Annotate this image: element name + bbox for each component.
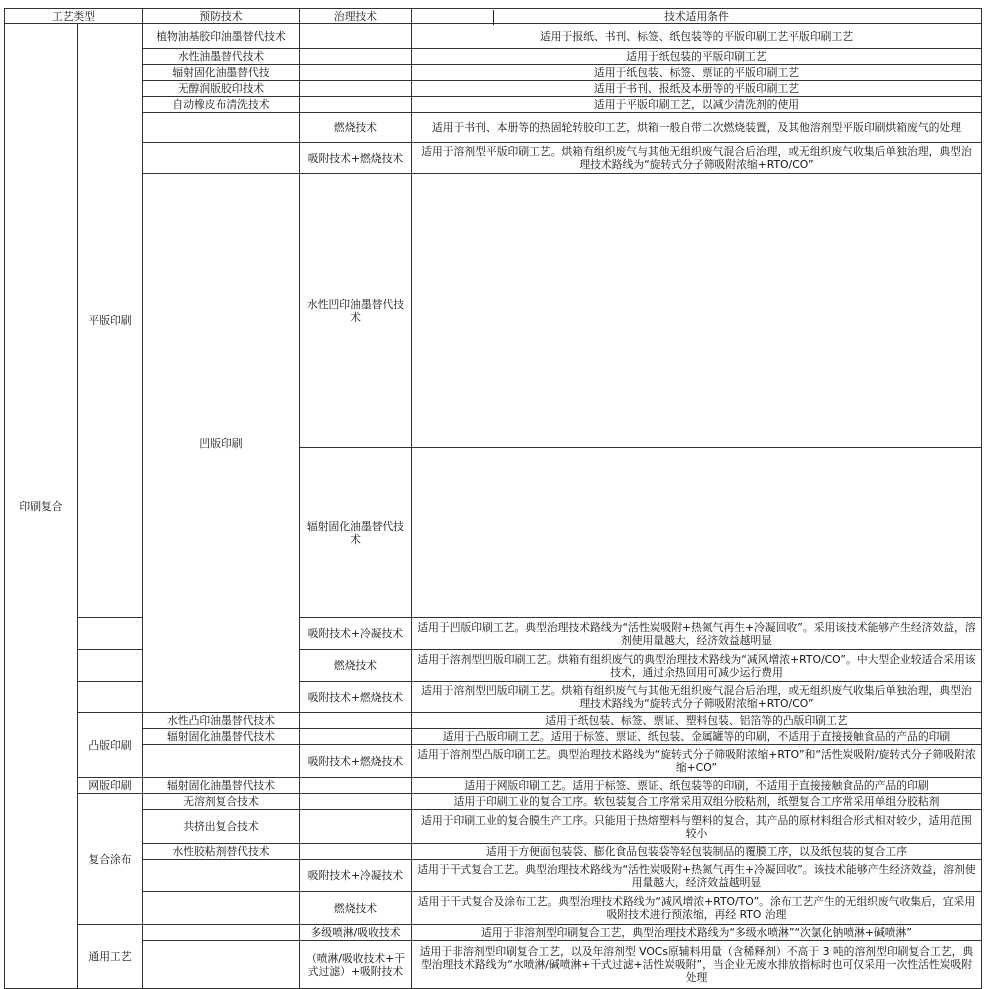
prevention-cell: 水性胶粘剂替代技术 <box>143 844 300 860</box>
prevention-cell <box>78 650 143 682</box>
prevention-cell: 水性油墨替代技术 <box>143 49 300 65</box>
section-name: 通用工艺 <box>78 925 143 989</box>
prevention-cell <box>143 745 300 778</box>
condition-cell: 适用于干式复合工艺。典型治理技术路线为“活性炭吸附+热氮气再生+冷凝回收”。该技术能够产生经济效益，溶剂使用量越大，经济效益越明显 <box>412 860 982 892</box>
treatment-cell: 吸附技术+冷凝技术 <box>300 618 412 650</box>
table-row <box>5 81 982 97</box>
condition-cell: 适用于书刊、本册等的热固轮转胶印工艺，烘箱一般自带二次燃烧装置，及其他溶剂型平版印刷烘箱废气的处理 <box>412 113 982 143</box>
header-treatment: 治理技术 <box>300 9 412 24</box>
section-name: 凹版印刷 <box>143 174 300 713</box>
condition-cell: 适用于非溶剂型印刷复合工艺，以及年溶剂型 VOCs原辅料用量（含稀释剂）不高于 3 吨的溶剂型印刷复合工艺，典型治理技术路线为“水喷淋/碱喷淋+干式过滤+活性炭吸附”，当企业无废水排放指标时也可仅采用一次性活性炭吸附处理 <box>412 941 982 989</box>
treatment-cell <box>300 81 412 97</box>
table-row <box>5 941 982 989</box>
prevention-cell <box>78 618 143 650</box>
condition-cell: 适用于非溶剂型印刷复合工艺，典型治理技术路线为“多级水喷淋”“次氯化钠喷淋+碱喷淋” <box>412 925 982 941</box>
prevention-cell: 植物油基胶印油墨替代技术 <box>143 24 300 49</box>
section-name: 凸版印刷 <box>78 713 143 778</box>
condition-cell: 适用于印刷工业的复合膜生产工序。只能用于热熔塑料与塑料的复合，其产品的原材料组合形式相对较少，适用范围较小 <box>412 810 982 844</box>
table-row <box>5 49 982 65</box>
table-row <box>5 729 982 745</box>
condition-cell: 适用于干式复合及涂布工艺。典型治理技术路线为“减风增浓+RTO/TO”。涂布工艺产生的无组织废气收集后，宜采用吸附技术进行预浓缩，再经 RTO 治理 <box>412 892 982 925</box>
table-row <box>5 860 982 892</box>
document-page <box>4 8 981 989</box>
prevention-cell: 共挤出复合技术 <box>143 810 300 844</box>
prevention-cell <box>78 682 143 713</box>
condition-cell: 适用于凸版印刷工艺。适用于标签、票证、纸包装、金属罐等的印刷，不适用于直接接触食品的产品的印刷 <box>412 729 982 745</box>
treatment-cell <box>300 844 412 860</box>
table-row <box>5 65 982 81</box>
condition-cell: 适用于印刷工业的复合工序。软包装复合工序常采用双组分胶粘剂，纸塑复合工序常采用单组分胶粘剂 <box>412 794 982 810</box>
treatment-cell: 吸附技术+燃烧技术 <box>300 143 412 174</box>
condition-cell: 适用于凹版印刷工艺。典型治理技术路线为“活性炭吸附+热氮气再生+冷凝回收”。采用该技术能够产生经济效益，溶剂使用量越大，经济效益越明显 <box>412 618 982 650</box>
technology-table <box>4 8 982 989</box>
main-category: 印刷复合 <box>5 24 78 989</box>
treatment-cell: （喷淋/吸收技术+干式过滤）+吸附技术 <box>300 941 412 989</box>
prevention-cell <box>143 925 300 941</box>
condition-cell: 适用于溶剂型凸版印刷工艺。典型治理技术路线为“旋转式分子筛吸附浓缩+RTO”和“活性炭吸附/旋转式分子筛吸附浓缩+CO” <box>412 745 982 778</box>
treatment-cell: 燃烧技术 <box>300 650 412 682</box>
condition-cell: 适用于书刊、报纸及本册等的平版印刷工艺 <box>412 81 982 97</box>
prevention-cell: 辐射固化油墨替代技术 <box>143 729 300 745</box>
table-row <box>5 97 982 113</box>
condition-cell: 适用于纸包装的平版印刷工艺 <box>412 49 982 65</box>
prevention-cell: 辐射固化油墨替代技术 <box>143 778 300 794</box>
table-row <box>5 794 982 810</box>
treatment-cell <box>300 794 412 810</box>
treatment-cell: 吸附技术+冷凝技术 <box>300 860 412 892</box>
treatment-cell <box>300 97 412 113</box>
condition-cell: 适用于溶剂型平版印刷工艺。烘箱有组织废气与其他无组织废气混合后治理，或无组织废气收集后单独治理，典型治理技术路线为“旋转式分子筛吸附浓缩+RTO/CO” <box>412 143 982 174</box>
section-name: 网版印刷 <box>78 778 143 794</box>
prevention-cell <box>143 860 300 892</box>
prevention-cell: 水性凸印油墨替代技术 <box>143 713 300 729</box>
treatment-cell: 多级喷淋/吸收技术 <box>300 925 412 941</box>
condition-cell: 适用于溶剂型凹版印刷工艺。烘箱有组织废气与其他无组织废气混合后治理，或无组织废气收集后单独治理，典型治理技术路线为“旋转式分子筛吸附浓缩+RTO/CO” <box>412 682 982 713</box>
text-cursor <box>493 10 494 25</box>
table-row <box>5 844 982 860</box>
treatment-cell: 燃烧技术 <box>300 892 412 925</box>
prevention-cell: 辐射固化油墨替代技术 <box>300 448 412 618</box>
treatment-cell <box>300 65 412 81</box>
treatment-cell <box>412 174 982 448</box>
treatment-cell: 燃烧技术 <box>300 113 412 143</box>
condition-cell: 适用于纸包装、标签、票证的平版印刷工艺 <box>412 65 982 81</box>
condition-cell: 适用于网版印刷工艺。适用于标签、票证、纸包装等的印刷，不适用于直接接触食品的产品的印刷 <box>412 778 982 794</box>
condition-cell: 适用于平版印刷工艺，以减少清洗剂的使用 <box>412 97 982 113</box>
table-row <box>5 24 982 49</box>
prevention-cell: 自动橡皮布清洗技术 <box>143 97 300 113</box>
table-row <box>5 174 982 448</box>
treatment-cell: 吸附技术+燃烧技术 <box>300 682 412 713</box>
condition-cell: 适用于溶剂型凹版印刷工艺。烘箱有组织废气的典型治理技术路线为“减风增浓+RTO/CO”。中大型企业较适合采用该技术，通过余热回用可减少运行费用 <box>412 650 982 682</box>
table-row <box>5 892 982 925</box>
table-row <box>5 143 982 174</box>
prevention-cell: 无醇润版胶印技术 <box>143 81 300 97</box>
treatment-cell <box>300 810 412 844</box>
prevention-cell <box>143 143 300 174</box>
prevention-cell <box>143 113 300 143</box>
table-row <box>5 810 982 844</box>
treatment-cell <box>300 713 412 729</box>
table-row <box>5 925 982 941</box>
condition-cell: 适用于报纸、书刊、标签、纸包装等的平版印刷工艺平版印刷工艺 <box>412 24 982 49</box>
table-row <box>5 778 982 794</box>
header-prevention: 预防技术 <box>143 9 300 24</box>
prevention-cell: 辐射固化油墨替代技 <box>143 65 300 81</box>
table-row <box>5 713 982 729</box>
prevention-cell: 水性凹印油墨替代技术 <box>300 174 412 448</box>
section-name: 平版印刷 <box>78 24 143 618</box>
condition-cell: 适用于纸包装、标签、票证、塑料包装、铝箔等的凸版印刷工艺 <box>412 713 982 729</box>
section-name: 复合涂布 <box>78 794 143 925</box>
treatment-cell <box>300 24 412 49</box>
header-condition: 技术适用条件 <box>412 9 982 24</box>
treatment-cell <box>300 778 412 794</box>
treatment-cell <box>412 448 982 618</box>
header-process-type: 工艺类型 <box>5 9 143 24</box>
treatment-cell <box>300 729 412 745</box>
treatment-cell: 吸附技术+燃烧技术 <box>300 745 412 778</box>
condition-cell: 适用于方便面包装袋、膨化食品包装袋等轻包装制品的覆膜工序，以及纸包装的复合工序 <box>412 844 982 860</box>
prevention-cell <box>143 941 300 989</box>
table-row <box>5 745 982 778</box>
treatment-cell <box>300 49 412 65</box>
prevention-cell <box>143 892 300 925</box>
prevention-cell: 无溶剂复合技术 <box>143 794 300 810</box>
table-row <box>5 113 982 143</box>
